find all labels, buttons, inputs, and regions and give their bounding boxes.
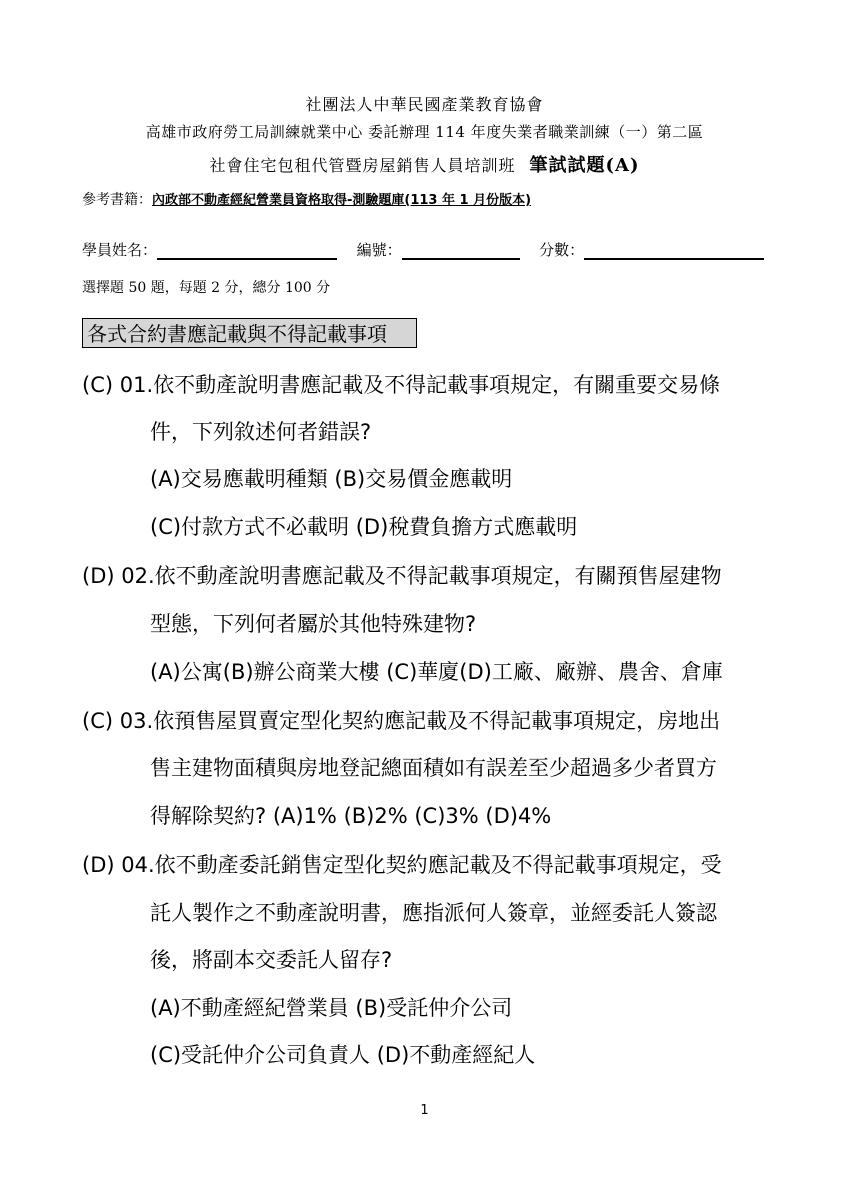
question-01-line-2: 件，下列敘述何者錯誤?: [150, 420, 372, 444]
id-label: 編號：: [356, 241, 402, 259]
score-blank[interactable]: [584, 240, 764, 260]
section-title: 各式合約書應記載與不得記載事項: [82, 318, 417, 348]
question-03-line-1: (C) 03.依預售屋買賣定型化契約應記載及不得記載事項規定，房地出: [82, 709, 721, 733]
question-03-line-3: 得解除契約? (A)1% (B)2% (C)3% (D)4%: [150, 804, 552, 828]
question-04-line-3: 後，將副本交委託人留存?: [150, 948, 393, 972]
name-blank[interactable]: [157, 240, 337, 260]
question-01-options-ab: (A)交易應載明種類 (B)交易價金應載明: [150, 467, 513, 491]
question-04-line-1: (D) 04.依不動產委託銷售定型化契約應記載及不得記載事項規定，受: [82, 853, 722, 877]
class-title-line: [0, 151, 849, 177]
question-04-options-cd: (C)受託仲介公司負責人 (D)不動產經紀人: [150, 1043, 536, 1067]
reference-label: 參考書籍：: [82, 192, 152, 208]
page-number: 1: [420, 1103, 429, 1118]
question-01-options-cd: (C)付款方式不必載明 (D)稅費負擔方式應載明: [150, 515, 578, 539]
score-label: 分數：: [539, 241, 585, 259]
question-03-line-2: 售主建物面積與房地登記總面積如有誤差至少超過多少者買方: [150, 756, 717, 780]
question-04-options-ab: (A)不動產經紀營業員 (B)受託仲介公司: [150, 996, 513, 1020]
exam-title: 筆試試題(A): [529, 155, 640, 176]
program-title: 高雄市政府勞工局訓練就業中心 委託辦理 114 年度失業者職業訓練（一）第二區: [145, 123, 704, 141]
id-blank[interactable]: [402, 240, 520, 260]
question-04-line-2: 託人製作之不動產說明書，應指派何人簽章，並經委託人簽認: [150, 901, 717, 925]
question-01-line-1: (C) 01.依不動產說明書應記載及不得記載事項規定，有關重要交易條: [82, 373, 721, 397]
name-label: 學員姓名：: [82, 241, 158, 259]
class-name: 社會住宅包租代管暨房屋銷售人員培訓班: [209, 156, 516, 175]
exam-rules: 選擇題 50 題，每題 2 分，總分 100 分: [82, 280, 331, 296]
student-info-fields: [82, 239, 764, 260]
question-02-line-2: 型態，下列何者屬於其他特殊建物?: [150, 612, 477, 636]
question-02-line-1: (D) 02.依不動產說明書應記載及不得記載事項規定，有關預售屋建物: [82, 564, 722, 588]
organization-name: 社團法人中華民國產業教育協會: [305, 95, 544, 114]
reference-line: [82, 189, 531, 209]
reference-book: 內政部不動產經紀營業員資格取得-測驗題庫(113 年 1 月份版本): [152, 193, 532, 208]
question-02-options: (A)公寓(B)辦公商業大樓 (C)華廈(D)工廠、廠辦、農舍、倉庫: [150, 660, 723, 684]
